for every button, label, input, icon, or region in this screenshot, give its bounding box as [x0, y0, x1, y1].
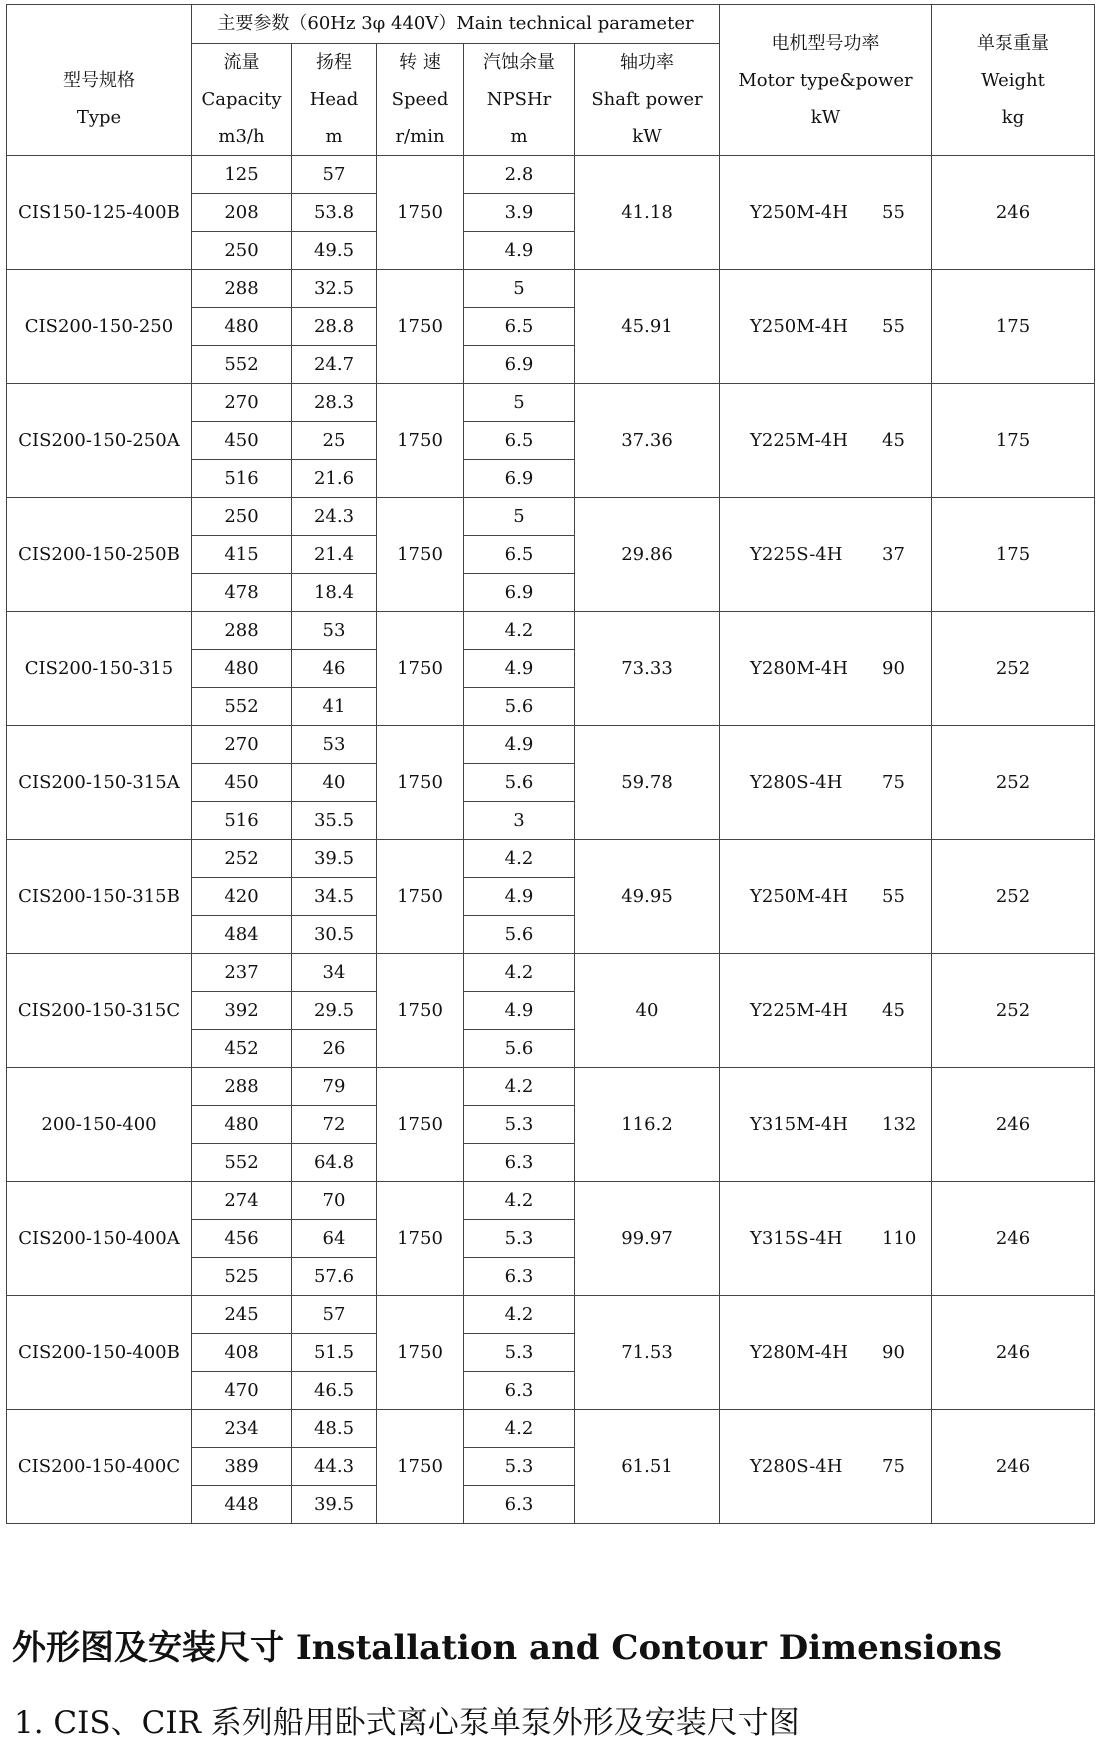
shaft-power-value: 59.78: [575, 726, 720, 840]
table-row: [7, 612, 1095, 650]
capacity-value: 484: [192, 916, 292, 954]
model-type: CIS200-150-400C: [7, 1410, 192, 1524]
head-value: 44.3: [292, 1448, 377, 1486]
head-value: 79: [292, 1068, 377, 1106]
shaft-power-value: 40: [575, 954, 720, 1068]
capacity-value: 274: [192, 1182, 292, 1220]
head-value: 39.5: [292, 1486, 377, 1524]
weight-value: 252: [932, 726, 1095, 840]
table-row: [7, 156, 1095, 194]
head-value: 49.5: [292, 232, 377, 270]
motor-type: Y250M-4H: [750, 885, 848, 907]
model-type: CIS200-150-315: [7, 612, 192, 726]
weight-value: 175: [932, 498, 1095, 612]
model-type: CIS150-125-400B: [7, 156, 192, 270]
capacity-value: 450: [192, 764, 292, 802]
npshr-value: 4.2: [464, 954, 575, 992]
npshr-value: 4.2: [464, 1068, 575, 1106]
speed-value: 1750: [377, 954, 464, 1068]
capacity-value: 420: [192, 878, 292, 916]
capacity-value: 470: [192, 1372, 292, 1410]
capacity-value: 516: [192, 460, 292, 498]
header-npshr: 汽蚀余量 NPSHr m: [464, 44, 575, 156]
npshr-value: 4.2: [464, 1296, 575, 1334]
npshr-value: 5.3: [464, 1106, 575, 1144]
capacity-value: 208: [192, 194, 292, 232]
capacity-value: 478: [192, 574, 292, 612]
npshr-value: 6.5: [464, 422, 575, 460]
weight-value: 246: [932, 1182, 1095, 1296]
motor-cell: [720, 156, 932, 270]
capacity-value: 408: [192, 1334, 292, 1372]
shaft-power-value: 41.18: [575, 156, 720, 270]
motor-type: Y250M-4H: [750, 315, 848, 337]
motor-power: 45: [882, 429, 905, 451]
motor-type: Y225S-4H: [750, 543, 843, 565]
capacity-value: 270: [192, 384, 292, 422]
motor-power: 45: [882, 999, 905, 1021]
npshr-value: 6.9: [464, 346, 575, 384]
speed-value: 1750: [377, 1068, 464, 1182]
weight-value: 252: [932, 612, 1095, 726]
head-value: 25: [292, 422, 377, 460]
head-value: 57.6: [292, 1258, 377, 1296]
head-value: 28.8: [292, 308, 377, 346]
npshr-value: 5.3: [464, 1220, 575, 1258]
table-row: [7, 1068, 1095, 1106]
weight-value: 246: [932, 1410, 1095, 1524]
capacity-value: 552: [192, 688, 292, 726]
motor-type: Y280S-4H: [750, 1455, 843, 1477]
header-capacity: 流量 Capacity m3/h: [192, 44, 292, 156]
head-value: 34.5: [292, 878, 377, 916]
head-value: 30.5: [292, 916, 377, 954]
capacity-value: 456: [192, 1220, 292, 1258]
motor-cell: [720, 1296, 932, 1410]
npshr-value: 4.9: [464, 650, 575, 688]
motor-type: Y280M-4H: [750, 657, 848, 679]
npshr-value: 6.5: [464, 308, 575, 346]
speed-value: 1750: [377, 270, 464, 384]
capacity-value: 270: [192, 726, 292, 764]
capacity-value: 234: [192, 1410, 292, 1448]
npshr-value: 2.8: [464, 156, 575, 194]
shaft-power-value: 99.97: [575, 1182, 720, 1296]
motor-type: Y315S-4H: [750, 1227, 843, 1249]
table-row: [7, 270, 1095, 308]
header-group-title: 主要参数（60Hz 3φ 440V）Main technical parameter: [192, 5, 720, 44]
table-row: [7, 954, 1095, 992]
motor-cell: [720, 1410, 932, 1524]
head-value: 34: [292, 954, 377, 992]
speed-value: 1750: [377, 1296, 464, 1410]
npshr-value: 5.3: [464, 1334, 575, 1372]
npshr-value: 3: [464, 802, 575, 840]
head-value: 72: [292, 1106, 377, 1144]
motor-power: 55: [882, 201, 905, 223]
table-row: [7, 498, 1095, 536]
head-value: 46.5: [292, 1372, 377, 1410]
motor-cell: [720, 384, 932, 498]
model-type: CIS200-150-315C: [7, 954, 192, 1068]
head-value: 46: [292, 650, 377, 688]
speed-value: 1750: [377, 1410, 464, 1524]
motor-cell: [720, 498, 932, 612]
head-value: 57: [292, 156, 377, 194]
npshr-value: 4.2: [464, 612, 575, 650]
npshr-value: 4.2: [464, 1410, 575, 1448]
head-value: 70: [292, 1182, 377, 1220]
motor-power: 75: [882, 771, 905, 793]
npshr-value: 4.9: [464, 232, 575, 270]
npshr-value: 6.5: [464, 536, 575, 574]
table-row: [7, 384, 1095, 422]
npshr-value: 6.9: [464, 574, 575, 612]
shaft-power-value: 29.86: [575, 498, 720, 612]
head-value: 24.3: [292, 498, 377, 536]
weight-value: 252: [932, 954, 1095, 1068]
npshr-value: 4.9: [464, 726, 575, 764]
weight-value: 246: [932, 1068, 1095, 1182]
npshr-value: 5: [464, 270, 575, 308]
capacity-value: 237: [192, 954, 292, 992]
npshr-value: 5.6: [464, 916, 575, 954]
motor-cell: [720, 726, 932, 840]
npshr-value: 5.3: [464, 1448, 575, 1486]
model-type: CIS200-150-400B: [7, 1296, 192, 1410]
header-shaft-power: 轴功率 Shaft power kW: [575, 44, 720, 156]
head-value: 57: [292, 1296, 377, 1334]
section-title: 外形图及安装尺寸 Installation and Contour Dimensions: [12, 1628, 1003, 1668]
head-value: 35.5: [292, 802, 377, 840]
motor-cell: [720, 1182, 932, 1296]
head-value: 39.5: [292, 840, 377, 878]
motor-power: 75: [882, 1455, 905, 1477]
motor-type: Y280M-4H: [750, 1341, 848, 1363]
capacity-value: 245: [192, 1296, 292, 1334]
header-speed: 转 速 Speed r/min: [377, 44, 464, 156]
capacity-value: 125: [192, 156, 292, 194]
capacity-value: 392: [192, 992, 292, 1030]
capacity-value: 252: [192, 840, 292, 878]
motor-power: 132: [882, 1113, 917, 1135]
motor-power: 90: [882, 657, 905, 679]
capacity-value: 480: [192, 1106, 292, 1144]
motor-type: Y250M-4H: [750, 201, 848, 223]
shaft-power-value: 37.36: [575, 384, 720, 498]
npshr-value: 4.2: [464, 840, 575, 878]
npshr-value: 6.3: [464, 1144, 575, 1182]
weight-value: 246: [932, 156, 1095, 270]
head-value: 53.8: [292, 194, 377, 232]
head-value: 24.7: [292, 346, 377, 384]
header-motor: 电机型号功率 Motor type&power kW: [720, 5, 932, 156]
header-row-group: [7, 5, 1095, 44]
capacity-value: 288: [192, 270, 292, 308]
motor-power: 37: [882, 543, 905, 565]
speed-value: 1750: [377, 156, 464, 270]
shaft-power-value: 45.91: [575, 270, 720, 384]
head-value: 53: [292, 726, 377, 764]
model-type: CIS200-150-250A: [7, 384, 192, 498]
model-type: CIS200-150-400A: [7, 1182, 192, 1296]
shaft-power-value: 49.95: [575, 840, 720, 954]
npshr-value: 3.9: [464, 194, 575, 232]
motor-type: Y225M-4H: [750, 429, 848, 451]
capacity-value: 516: [192, 802, 292, 840]
capacity-value: 250: [192, 232, 292, 270]
speed-value: 1750: [377, 1182, 464, 1296]
head-value: 53: [292, 612, 377, 650]
capacity-value: 288: [192, 612, 292, 650]
head-value: 21.4: [292, 536, 377, 574]
speed-value: 1750: [377, 384, 464, 498]
model-type: CIS200-150-315B: [7, 840, 192, 954]
head-value: 64: [292, 1220, 377, 1258]
speed-value: 1750: [377, 498, 464, 612]
head-value: 18.4: [292, 574, 377, 612]
motor-type: Y225M-4H: [750, 999, 848, 1021]
model-type: CIS200-150-250: [7, 270, 192, 384]
shaft-power-value: 116.2: [575, 1068, 720, 1182]
shaft-power-value: 73.33: [575, 612, 720, 726]
motor-power: 55: [882, 885, 905, 907]
model-type: CIS200-150-315A: [7, 726, 192, 840]
header-weight: 单泵重量 Weight kg: [932, 5, 1095, 156]
pump-table-body: [7, 156, 1095, 1524]
motor-cell: [720, 840, 932, 954]
capacity-value: 525: [192, 1258, 292, 1296]
motor-power: 110: [882, 1227, 917, 1249]
header-type: 型号规格 Type: [7, 5, 192, 156]
model-type: 200-150-400: [7, 1068, 192, 1182]
npshr-value: 5.6: [464, 764, 575, 802]
capacity-value: 250: [192, 498, 292, 536]
head-value: 32.5: [292, 270, 377, 308]
head-value: 64.8: [292, 1144, 377, 1182]
figure-caption: 1. CIS、CIR 系列船用卧式离心泵单泵外形及安装尺寸图: [14, 1705, 800, 1741]
capacity-value: 552: [192, 346, 292, 384]
pump-parameter-table: [6, 4, 1095, 1524]
weight-value: 252: [932, 840, 1095, 954]
table-row: [7, 726, 1095, 764]
npshr-value: 6.3: [464, 1372, 575, 1410]
motor-cell: [720, 270, 932, 384]
capacity-value: 450: [192, 422, 292, 460]
head-value: 41: [292, 688, 377, 726]
header-head: 扬程 Head m: [292, 44, 377, 156]
capacity-value: 415: [192, 536, 292, 574]
head-value: 48.5: [292, 1410, 377, 1448]
speed-value: 1750: [377, 840, 464, 954]
head-value: 21.6: [292, 460, 377, 498]
npshr-value: 5: [464, 384, 575, 422]
motor-type: Y315M-4H: [750, 1113, 848, 1135]
weight-value: 175: [932, 270, 1095, 384]
speed-value: 1750: [377, 612, 464, 726]
npshr-value: 4.2: [464, 1182, 575, 1220]
capacity-value: 389: [192, 1448, 292, 1486]
weight-value: 175: [932, 384, 1095, 498]
capacity-value: 480: [192, 308, 292, 346]
capacity-value: 448: [192, 1486, 292, 1524]
capacity-value: 480: [192, 650, 292, 688]
table-row: [7, 1296, 1095, 1334]
npshr-value: 5: [464, 498, 575, 536]
model-type: CIS200-150-250B: [7, 498, 192, 612]
table-row: [7, 1410, 1095, 1448]
head-value: 26: [292, 1030, 377, 1068]
npshr-value: 6.3: [464, 1486, 575, 1524]
npshr-value: 6.3: [464, 1258, 575, 1296]
head-value: 51.5: [292, 1334, 377, 1372]
speed-value: 1750: [377, 726, 464, 840]
shaft-power-value: 71.53: [575, 1296, 720, 1410]
npshr-value: 5.6: [464, 1030, 575, 1068]
weight-value: 246: [932, 1296, 1095, 1410]
motor-cell: [720, 612, 932, 726]
capacity-value: 452: [192, 1030, 292, 1068]
npshr-value: 4.9: [464, 992, 575, 1030]
motor-type: Y280S-4H: [750, 771, 843, 793]
motor-cell: [720, 1068, 932, 1182]
head-value: 40: [292, 764, 377, 802]
table-row: [7, 840, 1095, 878]
npshr-value: 4.9: [464, 878, 575, 916]
npshr-value: 5.6: [464, 688, 575, 726]
capacity-value: 552: [192, 1144, 292, 1182]
motor-power: 55: [882, 315, 905, 337]
shaft-power-value: 61.51: [575, 1410, 720, 1524]
head-value: 28.3: [292, 384, 377, 422]
capacity-value: 288: [192, 1068, 292, 1106]
table-row: [7, 1182, 1095, 1220]
motor-cell: [720, 954, 932, 1068]
head-value: 29.5: [292, 992, 377, 1030]
motor-power: 90: [882, 1341, 905, 1363]
npshr-value: 6.9: [464, 460, 575, 498]
